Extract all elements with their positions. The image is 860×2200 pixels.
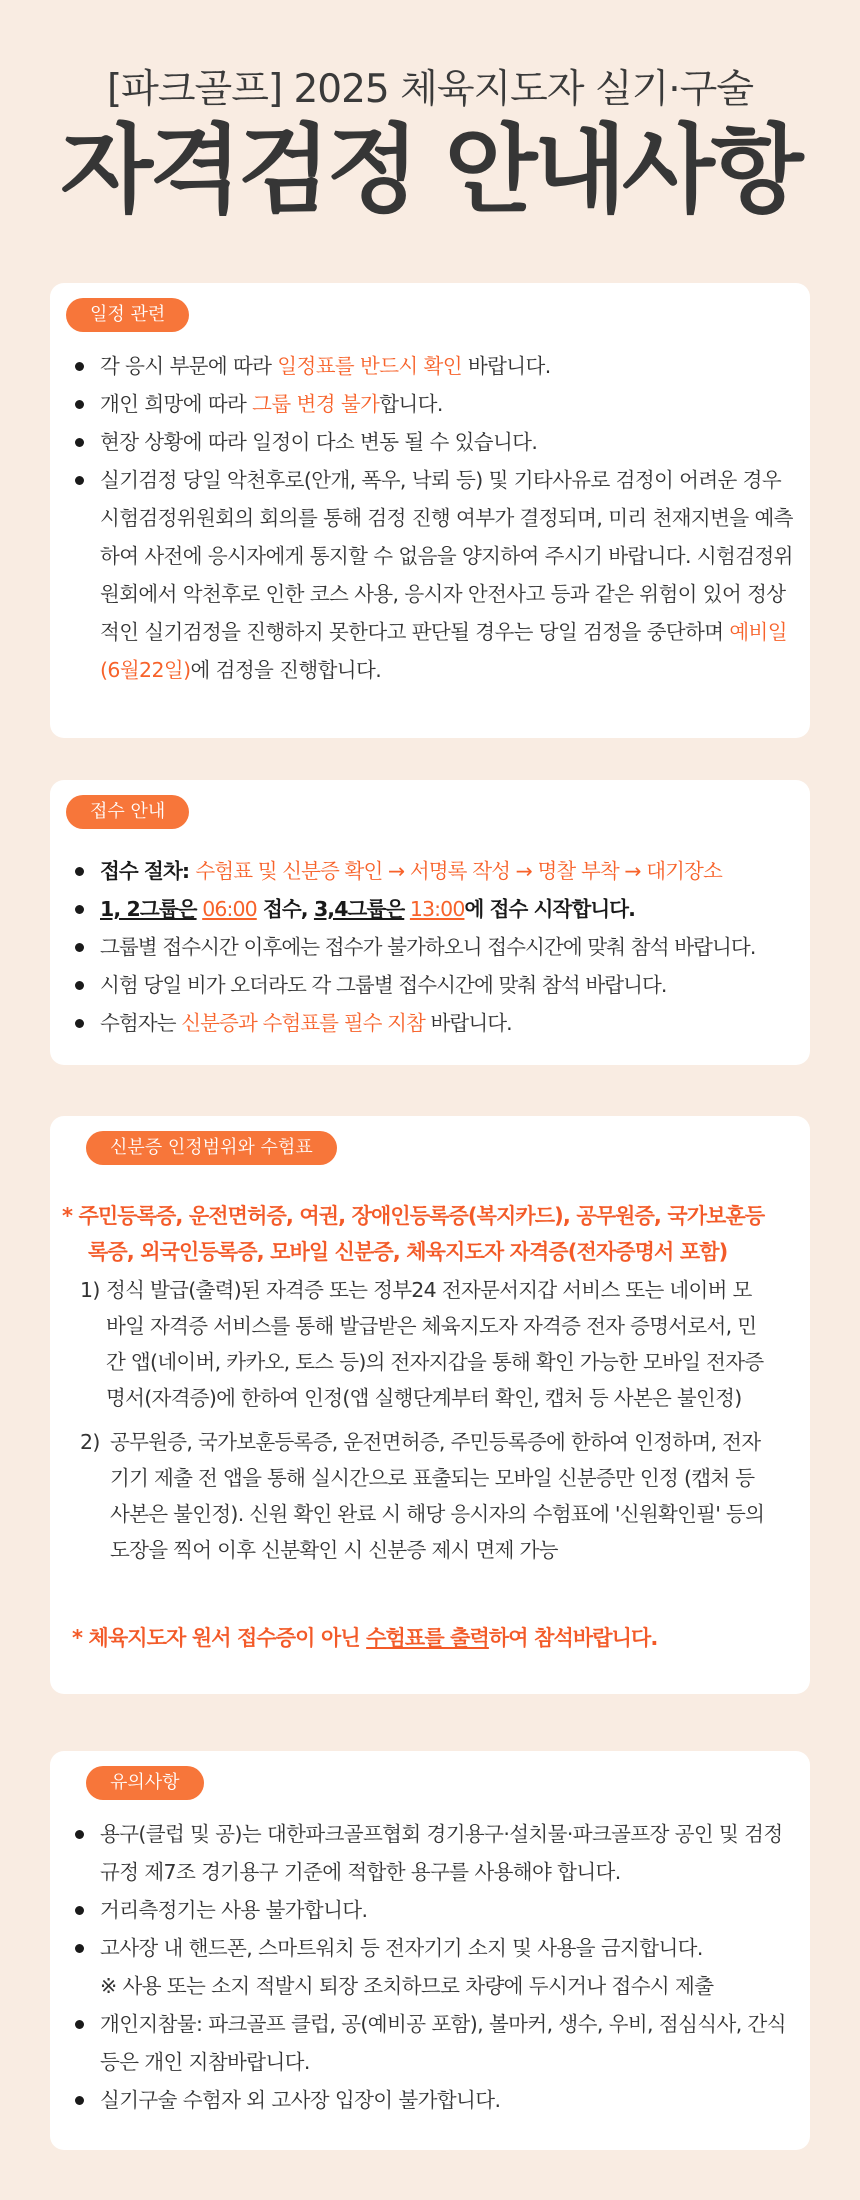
list-item: 실기검정 당일 악천후로(안개, 폭우, 낙뢰 등) 및 기타사유로 검정이 어려운 경우 시험검정위원회의 회의를 통해 검정 진행 여부가 결정되며, 미리 천재지변을 예측하여 사전에 응시자에게 통지할 수 없음을 양지하여 주시기 바랍니다. 시험검정위원회에서 악천후로 인한 코스 사용, 응시자 안전사고 등과 같은 위험이 있어 정상적인 실기검정을 진행하지 못한다고 판단될 경우는 당일 검정을 중단하며 예비일(6월22일)에 검정을 진행합니다. [70, 461, 800, 689]
list-item: 각 응시 부문에 따라 일정표를 반드시 확인 바랍니다. [70, 347, 800, 385]
notes-card [50, 1751, 810, 2150]
id-rules [80, 1272, 770, 1568]
schedule-tag: 일정 관련 [66, 298, 189, 332]
list-item: 실기구술 수험자 외 고사장 입장이 불가합니다. [70, 2081, 800, 2119]
page-title: 자격검정 안내사항 [60, 114, 800, 226]
reception-tag: 접수 안내 [66, 795, 189, 829]
id-section-tag: 신분증 인정범위와 수험표 [86, 1131, 337, 1165]
page-subtitle: [파크골프] 2025 체육지도자 실기·구술 [106, 67, 754, 112]
id-rule-2: 2) 공무원증, 국가보훈등록증, 운전면허증, 주민등록증에 한하여 인정하며, 전자기기 제출 전 앱을 통해 실시간으로 표출되는 모바일 신분증만 인정 (캡처 등 사본은 불인정). 신원 확인 완료 시 해당 응시자의 수험표에 '신원확인필' 등의 도장을 찍어 이후 신분확인 시 신분증 제시 면제 가능 [80, 1430, 765, 1562]
list-item: 시험 당일 비가 오더라도 각 그룹별 접수시간에 맞춰 참석 바랍니다. [70, 966, 800, 1004]
reception-list [70, 852, 800, 1042]
list-item: 1, 2그룹은 06:00 접수, 3,4그룹은 13:00에 접수 시작합니다. [70, 890, 800, 928]
id-rule-1: 1) 정식 발급(출력)된 자격증 또는 정부24 전자문서지갑 서비스 또는 네이버 모바일 자격증 서비스를 통해 발급받은 체육지도자 자격증 전자 증명서로서, 민간 앱(네이버, 카카오, 토스 등)의 전자지갑을 통해 확인 가능한 모바일 전자증명서(자격증)에 한하여 인정(앱 실행단계부터 확인, 캡처 등 사본은 불인정) [80, 1278, 764, 1410]
accepted-id-list: * 주민등록증, 운전면허증, 여권, 장애인등록증(복지카드), 공무원증, 국가보훈등록증, 외국인등록증, 모바일 신분증, 체육지도자 자격증(전자증명서 포함) [62, 1204, 765, 1264]
notes-list [70, 1815, 800, 2119]
list-item: 수험자는 신분증과 수험표를 필수 지참 바랍니다. [70, 1004, 800, 1042]
list-item-note: ※ 사용 또는 소지 적발시 퇴장 조치하므로 차량에 두시거나 접수시 제출 [100, 1974, 714, 1998]
id-card-section [50, 1116, 810, 1694]
list-item: 개인 희망에 따라 그룹 변경 불가합니다. [70, 385, 800, 423]
list-item: 용구(클럽 및 공)는 대한파크골프협회 경기용구·설치물·파크골프장 공인 및 검정규정 제7조 경기용구 기준에 적합한 용구를 사용해야 합니다. [70, 1815, 800, 1891]
schedule-list [70, 347, 800, 689]
ticket-notice: * 체육지도자 원서 접수증이 아닌 수험표를 출력하여 참석바랍니다. [72, 1626, 658, 1650]
list-item: 고사장 내 핸드폰, 스마트워치 등 전자기기 소지 및 사용을 금지합니다. [70, 1929, 800, 1967]
list-item: 현장 상황에 따라 일정이 다소 변동 될 수 있습니다. [70, 423, 800, 461]
notes-tag: 유의사항 [86, 1766, 204, 1800]
schedule-card [50, 283, 810, 738]
reception-card [50, 780, 810, 1065]
list-item: 그룹별 접수시간 이후에는 접수가 불가하오니 접수시간에 맞춰 참석 바랍니다. [70, 928, 800, 966]
list-item: 개인지참물: 파크골프 클럽, 공(예비공 포함), 볼마커, 생수, 우비, 점심식사, 간식 등은 개인 지참바랍니다. [70, 2005, 800, 2081]
list-item: 접수 절차: 수험표 및 신분증 확인 → 서명록 작성 → 명찰 부착 → 대기장소 [70, 852, 800, 890]
list-item: 거리측정기는 사용 불가합니다. [70, 1891, 800, 1929]
